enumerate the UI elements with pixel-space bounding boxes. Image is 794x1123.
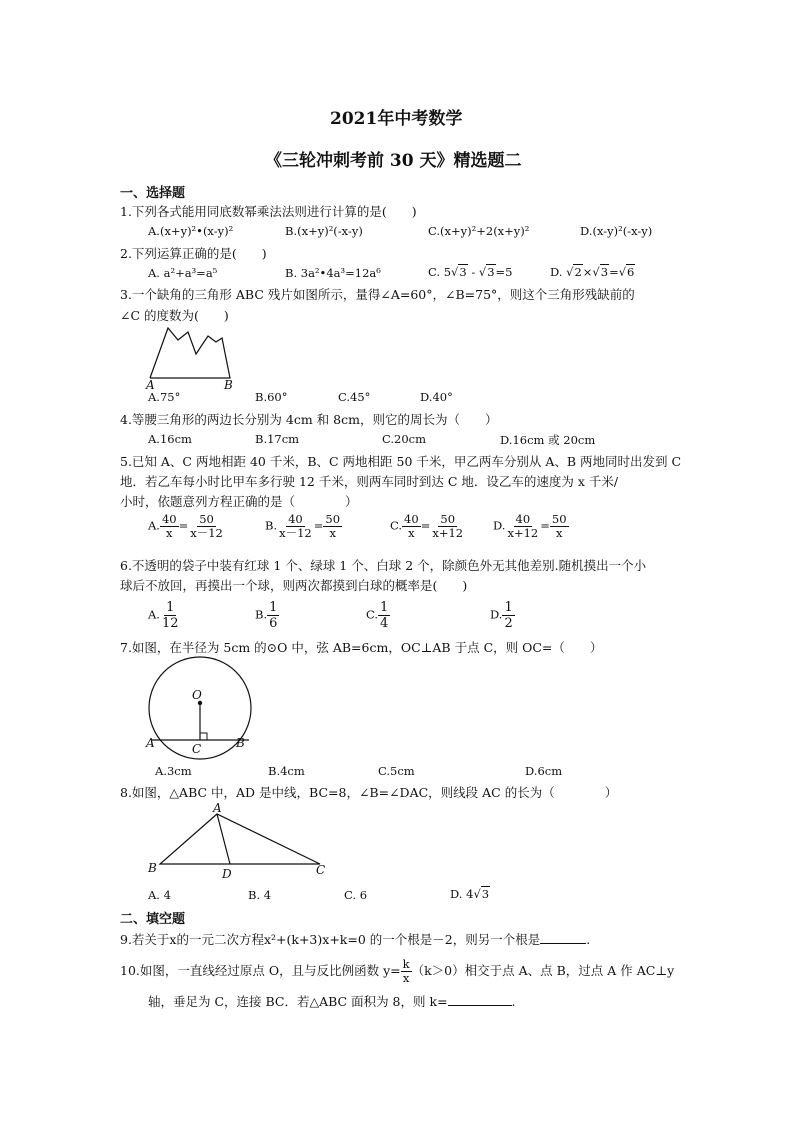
q8-label-c: C (316, 863, 326, 877)
title-line-1: 2021年中考数学 (330, 109, 463, 129)
q8-label-d: D (222, 867, 232, 881)
q7-option-d: D.6cm (525, 764, 563, 778)
q2-option-a: A. a²+a³=a⁵ (148, 266, 218, 280)
q1-option-b: B.(x+y)²(-x-y) (285, 224, 363, 238)
q6-stem-line1: 6.不透明的袋子中装有红球 1 个、绿球 1 个、白球 2 个，除颜色外无其他差别.随机摸出一个小 (120, 558, 647, 573)
q3-broken-triangle-figure (140, 320, 250, 390)
q4-option-c: C.20cm (382, 432, 427, 446)
q4-stem: 4.等腰三角形的两边长分别为 4cm 和 8cm，则它的周长为（ ） (120, 412, 498, 427)
q8-option-a: A. 4 (148, 888, 171, 902)
q8-option-c: C. 6 (344, 888, 368, 902)
q8-stem: 8.如图，△ABC 中，AD 是中线，BC=8，∠B=∠DAC，则线段 AC 的长为（ ） (120, 785, 618, 800)
q7-label-b: B (236, 736, 245, 750)
q3-stem-line2: ∠C 的度数为( ) (120, 308, 229, 323)
q7-label-o: O (192, 688, 202, 702)
q10-stem-line2: 轴，垂足为 C，连接 BC．若△ABC 面积为 8，则 k= . (148, 994, 516, 1009)
section-fill-heading: 二、填空题 (120, 912, 186, 927)
q3-label-b: B (224, 378, 233, 390)
q4-option-a: A.16cm (148, 432, 192, 446)
q2-option-c: C. 5√3 - √3=5 (428, 265, 513, 279)
q3-option-d: D.40° (420, 390, 453, 404)
q7-stem: 7.如图，在半径为 5cm 的⊙O 中，弦 AB=6cm，OC⊥AB 于点 C，则 OC=（ ） (120, 640, 603, 655)
q7-label-c: C (192, 742, 202, 756)
q9-stem: 9.若关于x的一元二次方程x²+(k+3)x+k=0 的一个根是－2，则另一个根是 . (120, 932, 591, 947)
q1-option-d: D.(x-y)²(-x-y) (580, 224, 653, 238)
q8-option-d: D. 4√3 (450, 887, 490, 901)
q3-option-c: C.45° (338, 390, 371, 404)
q8-label-b: B (148, 861, 157, 875)
q2-stem: 2.下列运算正确的是( ) (120, 246, 267, 261)
q3-option-b: B.60° (255, 390, 288, 404)
q8-triangle-figure (140, 800, 340, 884)
q7-option-c: C.5cm (378, 764, 415, 778)
q8-label-a: A (213, 801, 222, 815)
q6-option-a: A. $\frac{1}{12}$ (148, 600, 179, 631)
q7-circle-figure (140, 655, 270, 763)
q6-option-b: B. $\frac{1}{6}$ (255, 600, 278, 631)
q2-option-d: D. √2×√3=√6 (550, 265, 635, 279)
q5-stem-line2: 地．若乙车每小时比甲车多行驶 12 千米，则两车同时到达 C 地．设乙车的速度为 x 千米/ (120, 474, 619, 489)
q1-option-c: C.(x+y)²+2(x+y)² (428, 224, 530, 238)
q3-label-a: A (146, 378, 155, 390)
q6-stem-line2: 球后不放回，再摸出一个球，则两次都摸到白球的概率是( ) (120, 578, 468, 593)
q10-answer-blank[interactable] (448, 993, 512, 1006)
q5-option-d: D. $\frac{40}{x+12}$ = $\frac{50}{x}$ (493, 512, 567, 540)
q7-label-a: A (146, 736, 155, 750)
q10-stem-line1: 10.如图，一直线经过原点 O，且与反比例函数 y= $\frac{k}{x}$ （k＞0）相交于点 A、点 B，过点 A 作 AC⊥y (120, 957, 675, 985)
q5-stem-line1: 5.已知 A、C 两地相距 40 千米，B、C 两地相距 50 千米，甲乙两车分别从 A、B 两地同时出发到 C (120, 454, 682, 469)
q3-stem-line1: 3.一个缺角的三角形 ABC 残片如图所示，量得∠A=60°，∠B=75°，则这个三角形残缺前的 (120, 287, 635, 302)
q1-stem: 1.下列各式能用同底数幂乘法法则进行计算的是( ) (120, 204, 417, 219)
title-line-2: 《三轮冲刺考前 30 天》精选题二 (265, 151, 522, 171)
q5-option-a: A. $\frac{40}{x}$ = $\frac{50}{x-12}$ (148, 512, 223, 540)
q2-option-b: B. 3a²•4a³=12a⁶ (285, 266, 381, 280)
q5-stem-line3: 小时，依题意列方程正确的是（ ） (120, 494, 358, 509)
q7-option-b: B.4cm (268, 764, 305, 778)
q3-option-a: A.75° (148, 390, 181, 404)
q4-option-d: D.16cm 或 20cm (500, 433, 596, 447)
q6-option-c: C. $\frac{1}{4}$ (366, 600, 389, 631)
q9-answer-blank[interactable] (540, 931, 586, 944)
q8-option-b: B. 4 (248, 888, 272, 902)
q1-option-a: A.(x+y)²•(x-y)² (148, 224, 234, 238)
q6-option-d: D. $\frac{1}{2}$ (490, 600, 513, 631)
q5-option-c: C. $\frac{40}{x}$ = $\frac{50}{x+12}$ (390, 512, 464, 540)
section-choice-heading: 一、选择题 (120, 186, 186, 201)
q5-option-b: B. $\frac{40}{x-12}$ = $\frac{50}{x}$ (265, 512, 341, 540)
q4-option-b: B.17cm (255, 432, 300, 446)
q7-option-a: A.3cm (155, 764, 192, 778)
